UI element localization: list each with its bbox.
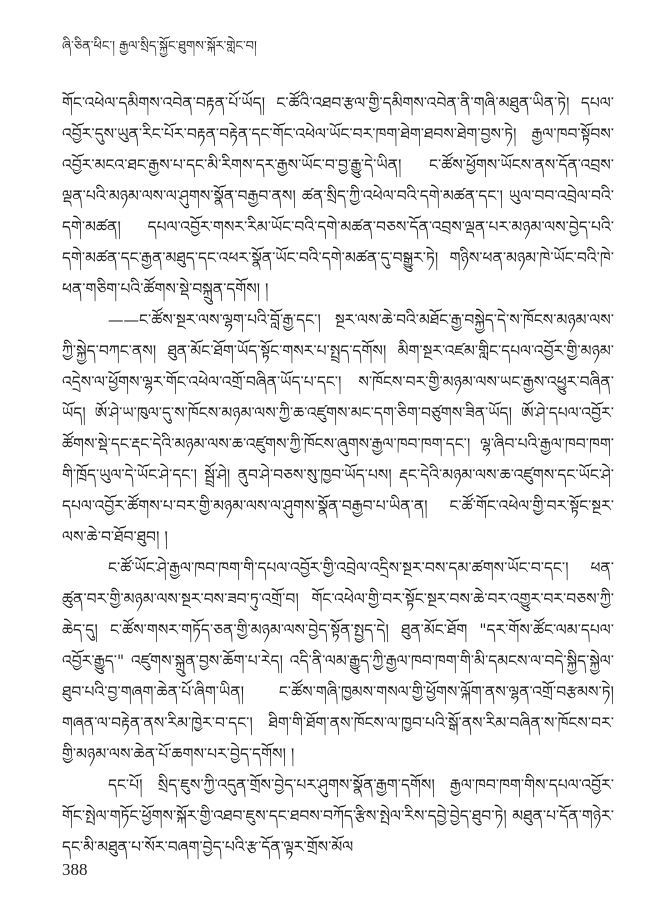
body-text xyxy=(62,88,614,863)
paragraph-1: གོང་འཕེལ་དམིགས་འབེན་བརྟན་པོ་ཡོད། ང་ཚོའི་འཐབ་རྩལ་གྱི་དམིགས་འབེན་ནི་གཞི་མཐུན་ཡིན་ཏེ། དཔལ་འབྱོར་དུས་ཡུན་རིང་པོར་བརྟན་བརྟེན་དང་གོང་འཕེལ་ཡོང་བར་ཁག་ཐེག་ཐབས་ཐེག་བྱས་ཏེ། རྒྱལ་ཁབ་སྟོབས་འབྱོར་མངའ་ཐང་རྒྱས་པ་དང་མི་རིགས་དར་རྒྱས་ཡོང་བ་བྱ་རྒྱུ་དེ་ཡིན། ང་ཚོས་ཕྱོགས་ཡོངས་ནས་དོན་འབྲས་ལྡན་པའི་མཉམ་ལས་ལ་ཤུགས་སྣོན་བརྒྱབ་ནས། ཚན་སྲིད་ཀྱི་འཕེལ་བའི་དགེ་མཚན་དང་། ཡུལ་བབ་འབྲེལ་བའི་དགེ་མཚན། དཔལ་འབྱོར་གསར་རིམ་ཡོང་བའི་དགེ་མཚན་བཅས་དོན་འབྲས་ལྡན་པར་མཉམ་ལས་བྱེད་པའི་དགེ་མཚན་དང་རྒྱན་མཐུད་དང་འཕར་སྣོན་ཡོང་བའི་དགེ་མཚན་དུ་བསྒྱུར་ཏེ། གཉིས་ཕན་མཉམ་ཁེ་ཡོང་བའི་ཁེ་ཕན་གཅིག་པའི་ཚོགས་སྡེ་བསྐྲུན་དགོས། ། xyxy=(62,94,614,298)
page-number: 388 xyxy=(62,860,88,879)
paragraph-4: དང་པོ། སྲིད་ཇུས་ཀྱི་འདུན་གྲོས་བྱེད་པར་ཤུགས་སྣོན་རྒྱག་དགོས། རྒྱལ་ཁབ་ཁག་གིས་དཔལ་འབྱོར་གོང་སྤེལ་གཏོང་ཕྱོགས་སྐོར་གྱི་འཐབ་ཇུས་དང་ཐབས་བཀོད་རྩིས་སྤེལ་རིས་དབྱེ་བྱེད་ཐུབ་ཏེ། མཐུན་པ་དོན་གཉེར་དང་མི་མཐུན་པ་སོར་བཞག་བྱེད་པའི་རྩ་དོན་ལྟར་གྲོས་མོལ xyxy=(62,776,614,856)
paragraph-3: ང་ཚོ་ཡོང་ཤེ་རྒྱལ་ཁབ་ཁག་གི་དཔལ་འབྱོར་གྱི་འབྲེལ་འདྲིས་སྔར་བས་དམ་ཚགས་ཡོང་བ་དང་། ཕན་ཚུན་བར་གྱི་མཉམ་ལས་སྔར་བས་ཟབ་ཏུ་འགྲོ་བ། གོང་འཕེལ་གྱི་བར་སྟོང་སྔར་བས་ཆེ་བར་འགྱུར་བར་བཅས་ཀྱི་ཆེད་དུ། ང་ཚོས་གསར་གཏོད་ཅན་གྱི་མཉམ་ལས་བྱེད་སྟོན་སྤྱད་དེ། ཐུན་མོང་ཐོག "དར་གོས་ཚོང་ལམ་དཔལ་འབྱོར་རྒྱུད་" འཛུགས་སྐྲུན་བྱས་ཆོག་པ་རེད། འདི་ནི་ལམ་རྒྱུད་ཀྱི་རྒྱལ་ཁབ་ཁག་གི་མི་དམངས་ལ་བདེ་སྐྱིད་སྐྱེལ་ཐུབ་པའི་བྱ་གཞག་ཆེན་པོ་ཞིག་ཡིན། ང་ཚོས་གཞི་ཁྱམས་གསལ་གྱི་ཕྱོགས་ལྐོག་ནས་ལྷན་འགྲོ་བརྩམས་ཏེ། གཞན་ལ་བརྟེན་ནས་རིམ་ཁྱེར་བ་དང་། ཐིག་གི་ཐོག་ནས་ཁོངས་ལ་ཁྱབ་པའི་སྒོ་ནས་རིམ་བཞིན་ས་ཁོངས་བར་གྱི་མཉམ་ལས་ཆེན་པོ་ཆགས་པར་བྱེད་དགོས། ། xyxy=(62,559,614,763)
paragraph-2: ——ང་ཚོས་སྔར་ལས་ལྷག་པའི་བློ་རྒྱ་དང་། སྔར་ལས་ཆེ་བའི་མཐོང་རྒྱ་བསྐྱེད་དེ་ས་ཁོངས་མཉམ་ལས་ཀྱི་སྐྱེད་བཀང་ནས། ཐུན་མོང་ཐོག་ཡོད་སྟོང་གསར་པ་སྤྲད་དགོས། མིག་སྔར་འཛམ་གླིང་དཔལ་འབྱོར་གྱི་མཉམ་འདྲེས་ལ་ཕྱོགས་ལྷར་གོང་འཕེལ་འགྲོ་བཞིན་ཡོད་པ་དང་། ས་ཁོངས་བར་གྱི་མཉམ་ལས་ཡང་རྒྱས་འཕྱུར་བཞིན་ཡོད། ཨོ་ཤེ་ཡ་ཁུལ་དུ་ས་ཁོངས་མཉམ་ལས་ཀྱི་ཆ་འཛུགས་མང་དག་ཅིག་བཙུགས་ཟིན་ཡོད། ཨོ་ཤེ་དཔལ་འབྱོར་ཚོགས་སྡེ་དང་རྡང་དེའི་མཉམ་ལས་ཆ་འཛུགས་ཀྱི་ཁོངས་ཞུགས་རྒྱལ་ཁབ་ཁག་དང་། ལྷ་ཞིབ་པའི་རྒྱལ་ཁབ་ཁག་གི་ཁྲོད་ཡུལ་དེ་ཡོང་ཤེ་དང་། སྦྲོ་ཤེ། ནུབ་ཤེ་བཅས་སུ་ཁྱབ་ཡོད་པས། རྡང་དེའི་མཉམ་ལས་ཆ་འཛུགས་དང་ཡོང་ཤེ་དཔལ་འབྱོར་ཚོགས་པ་བར་གྱི་མཉམ་ལས་ལ་ཤུགས་སྣོན་བརྒྱབ་པ་ཡིན་ན། ང་ཚོ་གོང་འཕེལ་གྱི་བར་སྟོང་སྔར་ལས་ཆེ་བ་ཐོབ་ཐུབ། ། xyxy=(62,311,614,546)
running-header: ཞི་ཅིན་ཕིང་། རྒྱལ་སྲིད་སྐྱོང་ཐུགས་སྐོར་གླེང་བ། xyxy=(62,39,257,54)
